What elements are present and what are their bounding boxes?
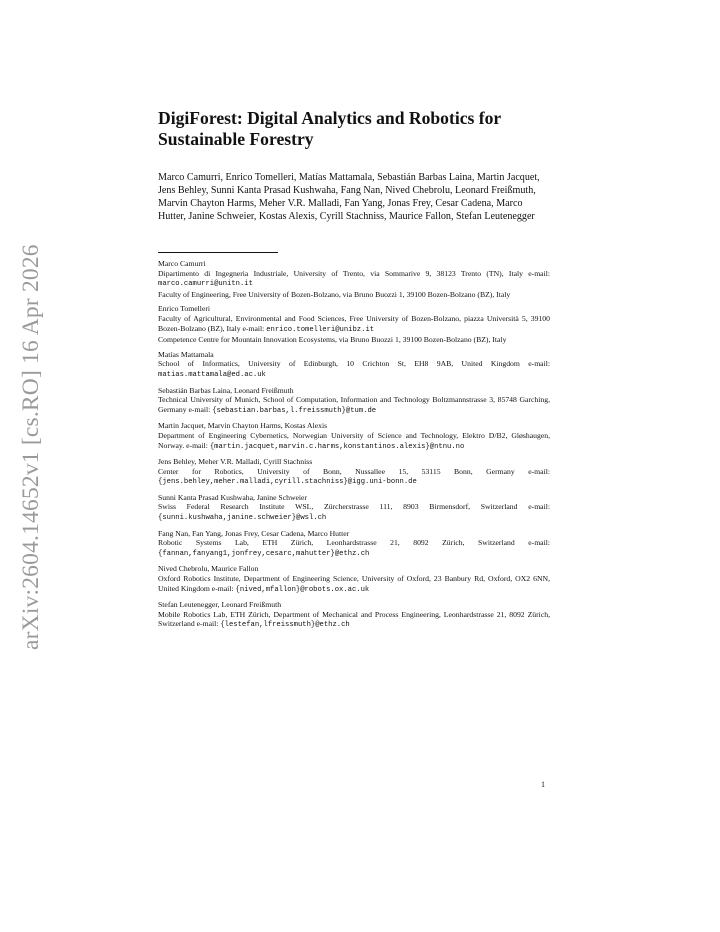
- affiliation-text: School of Informatics, University of Edinburgh, 10 Crichton St, EH8 9AB, United Kingdom e-mail:: [158, 359, 550, 369]
- affiliation-text: Technical University of Munich, School of Computation, Information and Technology Boltzmannstrasse 3, 85748 Garching, Germany e-mail:: [158, 395, 550, 414]
- email-address[interactable]: matias.mattamala@ed.ac.uk: [158, 370, 266, 379]
- affiliation-block: [158, 259, 550, 299]
- page-number: 1: [541, 780, 545, 789]
- affiliation-address: [158, 574, 550, 595]
- affiliation-names: Sunni Kanta Prasad Kushwaha, Janine Schweier: [158, 492, 308, 502]
- affiliation-names: Fang Nan, Fan Yang, Jonas Frey, Cesar Cadena, Marco Hutter: [158, 528, 350, 538]
- affiliation-block: [158, 600, 550, 631]
- affiliation-address: [158, 467, 550, 488]
- affiliation-block: [158, 304, 550, 344]
- affiliation-address: [158, 269, 550, 290]
- email-address[interactable]: enrico.tomelleri@unibz.it: [266, 325, 375, 334]
- affiliation-address: [158, 431, 550, 452]
- affiliation-address: [158, 502, 550, 523]
- affiliation-text: Faculty of Engineering, Free University of Bozen-Bolzano, via Bruno Buozzi 1, 39100 Bozen-Bolzano (BZ), Italy: [158, 289, 511, 299]
- affiliation-text: Faculty of Agricultural, Environmental and Food Sciences, Free University of Bozen-Bolzano, piazza Università 5, 39100 Bozen-Bolzano (BZ), Italy e-mail:: [158, 313, 550, 333]
- email-address[interactable]: {jens.behley,meher.malladi,cyrill.stachniss}@igg.uni-bonn.de: [158, 478, 417, 487]
- affiliation-text: Mobile Robotics Lab, ETH Zürich, Department of Mechanical and Process Engineering, Leonhardstrasse 21, 8092 Zürich, Switzerland e-mail:: [158, 609, 550, 629]
- affiliation-text: Oxford Robotics Institute, Department of Engineering Science, University of Oxford, 23 Banbury Rd, Oxford, OX2 6NN, United Kingdom e-mail:: [158, 574, 550, 593]
- affiliation-address: [158, 538, 550, 559]
- affiliation-names: Enrico Tomelleri: [158, 304, 211, 314]
- email-address[interactable]: {fannan,fanyang1,jonfrey,cesarc,mahutter}@ethz.ch: [158, 549, 370, 558]
- paper-page: [158, 108, 550, 636]
- arxiv-watermark: arXiv:2604.14652v1 [cs.RO] 16 Apr 2026: [18, 244, 44, 650]
- affiliation-names: Martin Jacquet, Marvin Chayton Harms, Kostas Alexis: [158, 421, 328, 431]
- affiliation-names: Nived Chebrolu, Maurice Fallon: [158, 564, 259, 574]
- email-address[interactable]: {martin.jacquet,marvin.c.harms,konstantinos.alexis}@ntnu.no: [209, 442, 465, 451]
- affiliation-address: [158, 359, 550, 380]
- email-address[interactable]: marco.camurri@unitn.it: [158, 280, 253, 289]
- affiliation-text: Department of Engineering Cybernetics, Norwegian University of Science and Technology, Elektro D/B2, Gløshaugen, Norway. e-mail:: [158, 430, 550, 450]
- affiliation-text: Robotic Systems Lab, ETH Zürich, Leonhardstrasse 21, 8092 Zürich, Switzerland e-mail:: [158, 538, 550, 548]
- affiliation-text: Dipartimento di Ingegneria Industriale, University of Trento, via Sommarive 9, 38123 Trento (TN), Italy e-mail:: [158, 268, 550, 278]
- affiliation-address: [158, 335, 550, 345]
- affiliation-text: Competence Centre for Mountain Innovation Ecosystems, via Bruno Buozzi 1, 39100 Bozen-Bolzano (BZ), Italy: [158, 335, 507, 345]
- affiliation-address: [158, 610, 550, 631]
- affiliation-address: [158, 314, 550, 335]
- footnote-rule: [158, 252, 278, 253]
- affiliations-list: [158, 259, 550, 631]
- paper-title: DigiForest: Digital Analytics and Robotics for Sustainable Forestry: [158, 108, 501, 149]
- affiliation-block: [158, 529, 550, 560]
- affiliation-block: [158, 493, 550, 524]
- email-address[interactable]: {nived,mfallon}@robots.ox.ac.uk: [235, 585, 370, 594]
- affiliation-block: [158, 350, 550, 381]
- email-address[interactable]: {sebastian.barbas,l.freissmuth}@tum.de: [212, 406, 377, 415]
- affiliation-names: Matías Mattamala: [158, 349, 214, 359]
- affiliation-names: Sebastián Barbas Laina, Leonard Freißmuth: [158, 385, 294, 395]
- affiliation-names: Marco Camurri: [158, 259, 206, 268]
- affiliation-names: Jens Behley, Meher V.R. Malladi, Cyrill Stachniss: [158, 457, 313, 467]
- affiliation-block: [158, 386, 550, 417]
- affiliation-block: [158, 564, 550, 595]
- affiliation-address: [158, 395, 550, 416]
- author-list: Marco Camurri, Enrico Tomelleri, Matías Mattamala, Sebastián Barbas Laina, Martin Jacquet, Jens Behley, Sunni Kanta Prasad Kushwaha, Fang Nan, Nived Chebrolu, Leonard Freißmuth, Marvin Chayton Harms, Meher V.R. Malladi, Fan Yang, Jonas Frey, Cesar Cadena, Marco Hutter, Janine Schweier, Kostas Alexis, Cyrill Stachniss, Maurice Fallon, Stefan Leutenegger: [158, 172, 540, 222]
- affiliation-names: Stefan Leutenegger, Leonard Freißmuth: [158, 600, 282, 610]
- email-address[interactable]: {sunni.kushwaha,janine.schweier}@wsl.ch: [158, 514, 327, 523]
- affiliation-address: [158, 290, 550, 300]
- affiliation-block: [158, 421, 550, 452]
- affiliation-text: Center for Robotics, University of Bonn, Nussallee 15, 53115 Bonn, Germany e-mail:: [158, 466, 550, 476]
- affiliation-block: [158, 457, 550, 488]
- email-address[interactable]: {lestefan,lfreissmuth}@ethz.ch: [220, 621, 350, 630]
- affiliation-text: Swiss Federal Research Institute WSL, Zürcherstrasse 111, 8903 Birmensdorf, Switzerland e-mail:: [158, 502, 550, 512]
